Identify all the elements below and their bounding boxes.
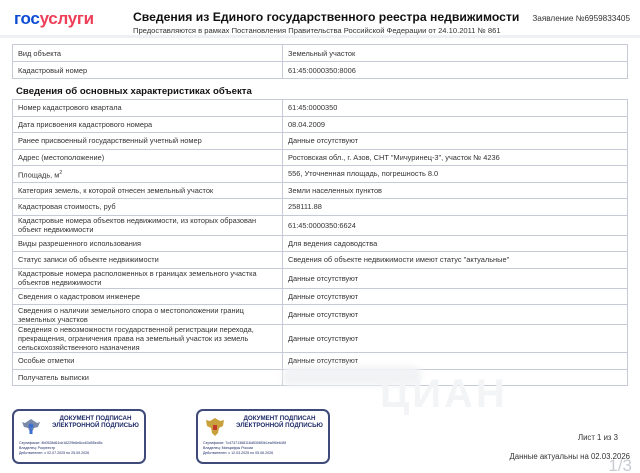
- object-table: [12, 44, 628, 79]
- page-counter: 1/3: [608, 456, 632, 473]
- stamp-details: [19, 441, 103, 456]
- table-row: [13, 252, 628, 269]
- row-label: Кадастровый номер: [13, 62, 283, 79]
- characteristics-table: [12, 99, 628, 386]
- row-label: Сведения о наличии земельного спора о местоположении границ земельных участков: [13, 305, 283, 325]
- row-value: 61:45:0000350: [283, 100, 628, 117]
- row-label: Сведения о невозможности государственной регистрации перехода, прекращения, ограничения права на земельный участок из земель сельскохозяйственного назначения: [13, 325, 283, 353]
- row-label: Дата присвоения кадастрового номера: [13, 116, 283, 133]
- table-row: [13, 235, 628, 252]
- row-value: Данные отсутствуют: [283, 288, 628, 305]
- stamp-details: [203, 441, 286, 456]
- table-row: [13, 288, 628, 305]
- signature-stamp-rosreestr: [12, 409, 146, 464]
- row-label: Сведения о кадастровом инженере: [13, 288, 283, 305]
- row-label: Вид объекта: [13, 45, 283, 62]
- row-value: 556, Уточненная площадь, погрешность 8.0: [283, 166, 628, 183]
- row-label: Кадастровые номера расположенных в границах земельного участка объектов недвижимости: [13, 268, 283, 288]
- row-value: Данные отсутствуют: [283, 353, 628, 370]
- logo-part-gos: гос: [14, 9, 40, 28]
- row-value: Для ведения садоводства: [283, 235, 628, 252]
- row-label: Номер кадастрового квартала: [13, 100, 283, 117]
- stamp-certificate: Сертификат: 4b0528d61cb16229b6e6cc63d55ed5c: [19, 441, 103, 445]
- data-actual-date: Данные актуальны на 02.03.2026: [509, 452, 630, 461]
- table-row: [13, 116, 628, 133]
- table-row: [13, 133, 628, 150]
- row-label: Виды разрешенного использования: [13, 235, 283, 252]
- document-header: [0, 0, 640, 38]
- area-unit-superscript: 2: [59, 169, 63, 176]
- row-label: Статус записи об объекте недвижимости: [13, 252, 283, 269]
- stamp-validity: Действителен: с 12.03.2025 по 05.06.2026: [203, 451, 274, 455]
- stamp-certificate: Сертификат: 7c47371368116d5308f3b1ea9f0e645f: [203, 441, 286, 445]
- stamp-title: ДОКУМЕНТ ПОДПИСАН ЭЛЕКТРОННОЙ ПОДПИСЬЮ: [52, 415, 139, 429]
- row-value: Данные отсутствуют: [283, 305, 628, 325]
- row-value: Данные отсутствуют: [283, 325, 628, 353]
- row-value: Ростовская обл., г. Азов, СНТ "Мичуринец-3", участок № 4236: [283, 149, 628, 166]
- row-label: Кадастровая стоимость, руб: [13, 199, 283, 216]
- gosuslugi-logo[interactable]: [14, 9, 94, 29]
- row-value: 61:45:0000350:8006: [283, 62, 628, 79]
- row-label: Ранее присвоенный государственный учетный номер: [13, 133, 283, 150]
- russian-coat-of-arms-icon: [204, 416, 226, 438]
- row-label: Адрес (местоположение): [13, 149, 283, 166]
- row-value: Данные отсутствуют: [283, 133, 628, 150]
- table-row: [13, 62, 628, 79]
- row-value: 61:45:0000350:6624: [283, 215, 628, 235]
- row-label: Кадастровые номера объектов недвижимости, из которых образован объект недвижимости: [13, 215, 283, 235]
- table-row: [13, 305, 628, 325]
- table-row: [13, 45, 628, 62]
- redacted-recipient: [282, 366, 422, 386]
- table-row: [13, 182, 628, 199]
- request-number: Заявление №6959833405: [532, 14, 630, 23]
- table-row: [13, 166, 628, 183]
- row-label: Особые отметки: [13, 353, 283, 370]
- page-label: Лист 1 из 3: [577, 433, 618, 442]
- area-label: Площадь, м: [18, 169, 60, 179]
- table-row: [13, 199, 628, 216]
- row-value: Сведения об объекте недвижимости имеют статус "актуальные": [283, 252, 628, 269]
- stamp-title: ДОКУМЕНТ ПОДПИСАН ЭЛЕКТРОННОЙ ПОДПИСЬЮ: [236, 415, 323, 429]
- row-value: Земли населенных пунктов: [283, 182, 628, 199]
- cian-watermark: ЦИАН: [380, 372, 508, 416]
- row-value: 08.04.2009: [283, 116, 628, 133]
- row-label: Получатель выписки: [13, 369, 283, 386]
- table-row: [13, 325, 628, 353]
- logo-part-uslugi: услуги: [39, 9, 94, 28]
- table-row: [13, 100, 628, 117]
- row-value: Данные отсутствуют: [283, 268, 628, 288]
- row-value: Земельный участок: [283, 45, 628, 62]
- row-label: Категория земель, к которой отнесен земельный участок: [13, 182, 283, 199]
- section-title: Сведения об основных характеристиках объекта: [16, 86, 252, 97]
- stamp-owner: Владелец: Росреестр: [19, 446, 56, 450]
- document-title: Сведения из Единого государственного реестра недвижимости: [133, 10, 520, 24]
- stamp-owner: Владелец: Минцифры России: [203, 446, 254, 450]
- row-label: [13, 166, 283, 183]
- document-subtitle: Предоставляются в рамках Постановления Правительства Российской Федерации от 24.10.2011 № 861: [133, 26, 501, 35]
- table-row: [13, 268, 628, 288]
- signature-stamp-mintsifry: [196, 409, 330, 464]
- table-row: [13, 215, 628, 235]
- row-value: 258111.88: [283, 199, 628, 216]
- table-row: [13, 149, 628, 166]
- stamp-validity: Действителен: с 02.07.2025 по 25.09.2026: [19, 451, 90, 455]
- rosreestr-emblem-icon: [20, 416, 42, 438]
